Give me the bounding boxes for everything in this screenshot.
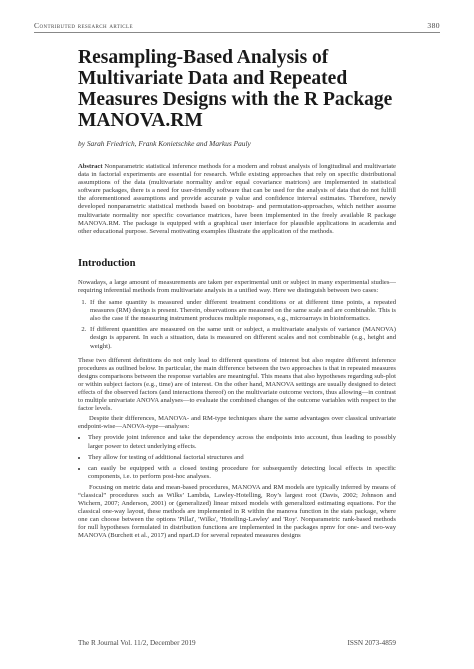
main-content [78,47,396,541]
advantage-item-2: • They allow for testing of additional factorial structures and [88,454,396,462]
cases-list [78,299,396,351]
authors: by Sarah Friedrich, Frank Konietschke and Markus Pauly [78,139,251,148]
header-rule [34,32,440,33]
case-item-1: 1. If the same quantity is measured under different treatment conditions or at different time points, a repeated measures (RM) design is present. Therein, observations are measured on the same scale and are combinable. This is also the case if the measuring instrument produces multiple responses, e.g., microarrays in bioinformatics. [88,299,396,323]
page-number: 380 [427,21,440,30]
running-head [34,21,440,30]
abstract [78,163,396,236]
advantage-item-1: • They provide joint inference and take the dependency across the endpoints into account, thus leading to possibly larger power to detect underlying effects. [88,434,396,450]
advantages-list [78,434,396,480]
intro-paragraph-1: Nowadays, a large amount of measurements are taken per experimental unit or subject in many experimental studies—requiring inferential methods from multivariate analysis in a unified way. Here we distinguish between two cases: [78,278,396,294]
running-head-section: Contributed research article [34,21,133,30]
intro-paragraph-2: These two different definitions do not only lead to different questions of interest but also require different inference procedures as outlined below. In particular, the main difference between the two approaches is that in repeated measures designs comparisons between the response variables are meaningful. This means that also hypotheses regarding sub-plot or within subject factors (e.g., time) are of interest. On the other hand, MANOVA settings are usually designed to detect effects of the observed factors (and interactions thereof) on the multivariate outcome vectors, thus allowing—in contrast to multiple univariate ANOVA analyses—to evaluate the combined changes of the outcome variables with respect to the factor levels. [78,356,396,413]
intro-paragraph-4: Focusing on metric data and mean-based procedures, MANOVA and RM models are typically inferred by means of “classical” procedures such as Wilks’ Lambda, Lawley-Hotelling, Roy’s largest root (Davis, 2002; Johnson and Wichern, 2007; Anderson, 2001) or (generalized) linear mixed models with generalized estimating equations. For the classical one-way layout, these methods are implemented in R within the manova function in the stats package, where one can choose between the options 'Pillai', 'Wilks', 'Hotelling-Lawley' and 'Roy'. Nonparametric rank-based methods for null hypotheses formulated in distribution functions are implemented in the packages npmv for one- and two-way MANOVA (Burchett et al., 2017) and nparLD for several repeated measures designs [78,483,396,540]
abstract-label: Abstract [78,163,103,170]
paper-title: Resampling-Based Analysis of Multivariate Data and Repeated Measures Designs with the R Package MANOVA.RM [78,47,393,131]
footer-journal: The R Journal Vol. 11/2, December 2019 [78,639,196,647]
introduction-heading: Introduction [78,257,136,269]
footer-issn: ISSN 2073-4859 [347,639,396,647]
case-item-2: 2. If different quantities are measured on the same unit or subject, a multivariate analysis of variance (MANOVA) design is apparent. In such a situation, data is measured on different scales and not combinable (e.g., height and weight). [88,326,396,350]
page-footer [78,639,396,647]
intro-paragraph-3: Despite their differences, MANOVA- and RM-type techniques share the same advantages over classical univariate endpoint-wise—ANOVA-type—analyses: [78,415,396,431]
advantage-item-3: • can easily be equipped with a closed testing procedure for subsequently detecting local effects in specific components, i.e. to perform post-hoc analyses. [88,465,396,481]
abstract-text: Nonparametric statistical inference methods for a modern and robust analysis of longitudinal and multivariate data in factorial experiments are essential for research. While existing approaches that rely on specific distributional assumptions of the data (multivariate normality and/or equal covariance matrices) are implemented in statistical software packages, there is a need for user-friendly software that can be used for the analysis of data that do not fulfill the aforementioned assumptions and provide accurate p value and confidence interval estimates. Therefore, newly developed nonparametric statistical methods based on bootstrap- and permutation-approaches, which neither assume multivariate normality nor specific covariance matrices, have been implemented in the freely available R package MANOVA.RM. The package is equipped with a graphical user interface for plausible applications in academia and other educational purpose. Several motivating examples illustrate the application of the methods. [78,163,396,235]
